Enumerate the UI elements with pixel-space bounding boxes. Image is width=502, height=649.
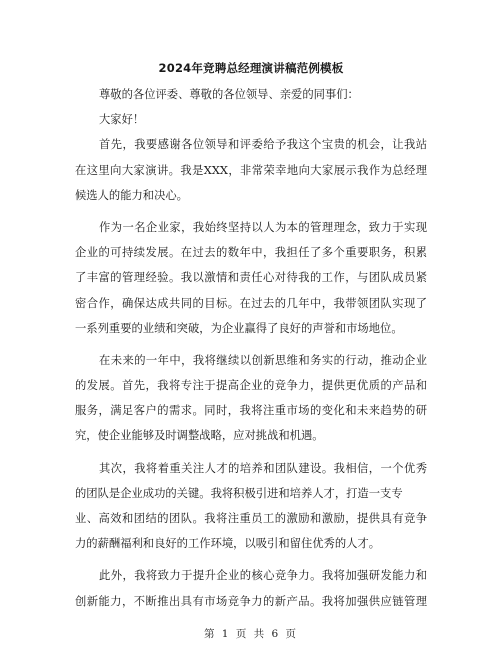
text-line-content: 此外，我将致力于提升企业的核心竞争力。我将加强研发能力和 (99, 569, 427, 583)
text-line-content: 一系列重要的业绩和突破，为企业赢得了良好的声誉和市场地位。 (75, 321, 403, 335)
document-body (75, 82, 427, 614)
text-line (75, 291, 427, 316)
text-line (75, 456, 427, 481)
text-line-content: 尊敬的各位评委、尊敬的各位领导、亲爱的同事们： (99, 88, 359, 101)
text-line-content: 了丰富的管理经验。我以激情和责任心对待我的工作，与团队成员紧 (75, 271, 427, 285)
text-line (75, 563, 427, 588)
text-line (75, 132, 427, 157)
text-line (75, 158, 427, 183)
text-line (75, 183, 427, 208)
text-line-content: 密合作，确保达成共同的目标。在过去的几年中，我带领团队实现了 (75, 296, 427, 310)
text-line (75, 107, 427, 132)
text-line (75, 589, 427, 614)
page-number-footer: 第 1 页 共 6 页 (203, 628, 299, 640)
text-line-content: 企业的可持续发展。在过去的数年中，我担任了多个重要职务，积累 (75, 246, 427, 260)
text-line-content: 的团队是企业成功的关键。我将积极引进和培养人才，打造一支专 (75, 486, 403, 500)
text-line-content: 在这里向大家演讲。我是XXX，非常荣幸地向大家展示我作为总经理 (75, 163, 427, 177)
text-line-content: 候选人的能力和决心。 (75, 188, 188, 202)
text-line-content: 在未来的一年中，我将继续以创新思维和务实的行动，推动企业 (99, 353, 427, 367)
text-line (75, 240, 427, 265)
text-line-content: 业、高效和团结的团队。我将注重员工的激励和激励，提供具有竞争 (75, 512, 427, 525)
text-line-content: 的发展。首先，我将专注于提高企业的竞争力，提供更优质的产品和 (75, 379, 427, 393)
text-line (75, 481, 427, 506)
document-title: 2024年竞聘总经理演讲稿范例模板 (158, 61, 344, 75)
text-line-content: 究，使企业能够及时调整战略，应对挑战和机遇。 (75, 429, 324, 443)
text-line (75, 423, 427, 448)
text-line-content: 力的薪酬福利和良好的工作环境，以吸引和留住优秀的人才。 (75, 537, 381, 551)
text-line-content: 服务，满足客户的需求。同时，我将注重市场的变化和未来趋势的研 (75, 404, 427, 418)
text-line-content: 创新能力，不断推出具有市场竞争力的新产品。我将加强供应链管理 (75, 594, 427, 608)
text-line (75, 373, 427, 398)
text-line-content: 其次，我将着重关注人才的培养和团队建设。我相信，一个优秀 (99, 461, 427, 475)
text-line-content: 作为一名企业家，我始终坚持以人为本的管理理念，致力于实现 (99, 220, 427, 234)
text-line (75, 398, 427, 423)
text-line (75, 316, 427, 341)
text-line (75, 531, 427, 556)
text-line (75, 506, 427, 531)
text-line-content: 首先，我要感谢各位领导和评委给予我这个宝贵的机会，让我站 (99, 138, 427, 152)
text-line-content: 大家好！ (99, 113, 145, 127)
text-line (75, 348, 427, 373)
text-line (75, 215, 427, 240)
text-line (75, 265, 427, 290)
text-line (75, 82, 427, 107)
